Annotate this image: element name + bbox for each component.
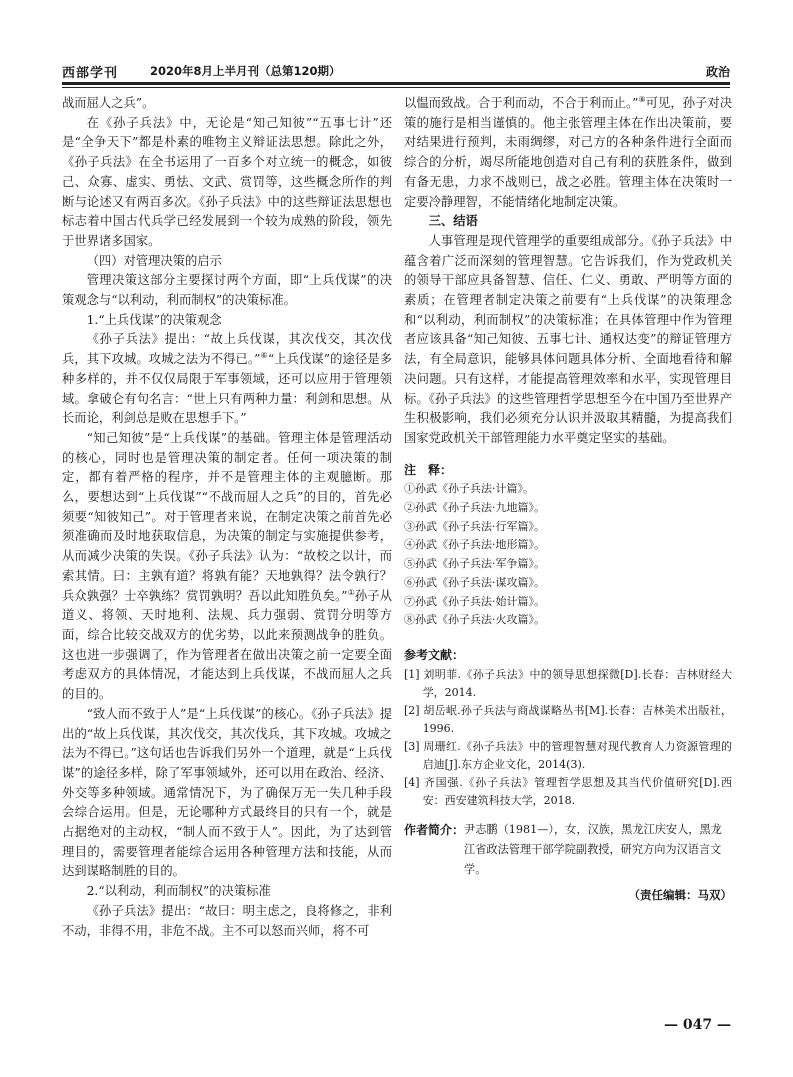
reference-item: [3] 周珊红.《孙子兵法》中的管理智慧对现代教育人力资源管理的启迪[J].东方企业文化，2014(3). [404,739,732,771]
section-heading: 三、结语 [428,214,478,229]
text-run: 孙子从道义、将领、天时地利、法规、兵力强弱、赏罚分明等方面，综合比较交战双方的优劣势，以此来预测战争的胜负。这也进一步强调了，作为管理者在做出决策之前一定要全面考虑双方的具体情况，才能达到上兵伐谋，不战而屈人之兵的目的。 [62,588,392,702]
reference-item: [1] 刘明菲.《孙子兵法》中的领导思想探微[D].长春：吉林财经大学，2014. [404,667,732,699]
paragraph: 《孙子兵法》提出：“故曰：明主虑之，良将修之，非利不动，非得不用，非危不战。主不可以怒而兴师，将不可 [62,903,392,938]
author-text: 尹志鹏（1981—），女，汉族，黑龙江庆安人，黑龙江省政法管理干部学院副教授，研究方向为汉语言文学。 [464,822,722,876]
paragraph [62,429,392,705]
subsection-heading: 2.“以利动，利而制权”的决策标准 [86,884,271,899]
footnote-marker: ⑥ [260,351,268,361]
subsection-heading: 1.“上兵伐谋”的决策观念 [86,312,222,327]
subsection-heading: （四）对管理决策的启示 [86,253,222,268]
reference-item: [4] 齐国强.《孙子兵法》管理哲学思想及其当代价值研究[D].西安：西安建筑科技大学，2018. [404,775,732,807]
notes-title: 注 释： [404,462,453,477]
text-run: 可见，孙子对决策的施行是相当谨慎的。他主张管理主体在作出决策前，要对结果进行预判，未雨绸缪，对己方的各种条件进行全面而综合的分析，竭尽所能地创造对自己有利的获胜条件，做到有备无患，力求不战则已，战之必胜。管理主体在决策时一定要冷静理智，不能情绪化地制定决策。 [404,96,732,209]
footnote-marker: ① [347,587,355,597]
paragraph: 人事管理是现代管理学的重要组成部分。《孙子兵法》中蕴含着广泛而深刻的管理智慧。它告诉我们，作为党政机关的领导干部应具备智慧、信任、仁义、勇敢、严明等方面的素质；在管理者制定决策之前要有“上兵伐谋”的决策理念和“以利动，利而制权”的决策标准；在具体管理中作为管理者应该具备“知己知彼、五事七计、通权达变”的辩证管理方法，有全局意识，能够具体问题具体分析、全面地看待和解决问题。只有这样，才能提高管理效率和水平，实现管理目标。《孙子兵法》的这些管理哲学思想至今在中国乃至世界产生积极影响，我们必须充分认识并汲取其精髓，为提高我们国家党政机关干部管理能力水平奠定坚实的基础。 [404,233,732,445]
paragraph [62,330,392,429]
note-item: ⑧孙武《孙子兵法·火攻篇》。 [404,613,545,627]
paragraph [404,94,732,212]
note-item: ①孙武《孙子兵法·计篇》。 [404,482,534,496]
issue-info: 2020年8月上半月刊（总第120期） [150,64,341,78]
right-column [404,94,732,905]
text-run: 以愠而致战。合于利而动，不合于利而止。” [404,96,639,110]
note-item: ②孙武《孙子兵法·九地篇》。 [404,501,545,515]
text-run: “上兵伐谋”的途径是多种多样的，并不仅仅局限于军事领域，还可以应用于管理领域。拿破仑有句名言：“世上只有两种力量：利剑和思想。从长而论，利剑总是败在思想手下。” [62,352,393,426]
paragraph: 战而屈人之兵”。 [62,96,155,110]
notes-list [404,480,732,630]
responsible-editor: （责任编辑：马双） [628,887,732,902]
journal-logo: 西部学刊 [62,66,119,81]
note-item: ⑥孙武《孙子兵法·谋攻篇》。 [404,575,545,589]
section-label: 政治 [705,65,730,79]
reference-item: [2] 胡岳岷.孙子兵法与商战谋略丛书[M].长春：吉林美术出版社，1996. [404,703,732,735]
paragraph: 管理决策这部分主要探讨两个方面，即“上兵伐谋”的决策观念与“以利动，利而制权”的决策标准。 [62,273,392,308]
note-item: ⑦孙武《孙子兵法·始计篇》。 [404,594,545,608]
header-rule-thin [62,87,730,88]
note-item: ⑤孙武《孙子兵法·军争篇》。 [404,557,545,571]
header-rule-thick [62,82,730,85]
note-item: ③孙武《孙子兵法·行军篇》。 [404,519,545,533]
author-label: 作者简介： [404,822,465,837]
left-column [62,94,392,941]
text-run: 《孙子兵法》提出：“故上兵伐谋，其次伐交，其次伐兵，其下攻城。攻城之法为不得已。” [62,332,392,367]
footnote-marker: ⑧ [638,94,646,104]
page-number: — 047 — [664,1017,731,1033]
text-run: “知己知彼”是“上兵伐谋”的基础。管理主体是管理活动的核心，同时也是管理决策的制定者。任何一项决策的制定，都有着严格的程序，并不是管理主体的主观臆断。那么，要想达到“上兵伐谋”“不战而屈人之兵”的目的，首先必须要“知彼知己”。对于管理者来说，在制定决策之前首先必须准确而及时地获取信息，为决策的制定与实施提供参考，从而减少决策的失误。《孙子兵法》认为：“故校之以计，而索其情。曰：主孰有道？将孰有能？天地孰得？法令孰行？兵众孰强？士卒孰练？赏罚孰明？吾以此知胜负矣。” [62,430,392,603]
paragraph: “致人而不致于人”是“上兵伐谋”的核心。《孙子兵法》提出的“故上兵伐谋，其次伐交，其次伐兵，其下攻城。攻城之法为不得已。”这句话也告诉我们另外一个道理，就是“上兵伐谋”的途径多样，除了军事领域外，还可以用在政治、经济、外交等多种领域。通常情况下，为了确保万无一失几种手段会综合运用。但是，无论哪种方式最终目的只有一个，就是占据绝对的主动权，“制人而不致于人”。因此，为了达到管理目的，需要管理者能综合运用各种管理方法和技能，从而达到谋略制胜的目的。 [62,706,392,879]
paragraph: 在《孙子兵法》中，无论是“知己知彼”“五事七计”还是“全争天下”都是朴素的唯物主义辩证法思想。除此之外，《孙子兵法》在全书运用了一百多个对立统一的概念，如彼己、众寡、虚实、勇怯、文武、赏罚等，这些概念所作的判断与论述又有两百多次。《孙子兵法》中的这些辩证法思想也标志着中国古代兵学已经发展到一个较为成熟的阶段，领先于世界诸多国家。 [62,115,392,248]
note-item: ④孙武《孙子兵法·地形篇》。 [404,538,545,552]
references-title: 参考文献： [404,647,465,662]
running-header [62,60,730,82]
references-list [404,666,732,810]
author-bio [404,820,732,880]
